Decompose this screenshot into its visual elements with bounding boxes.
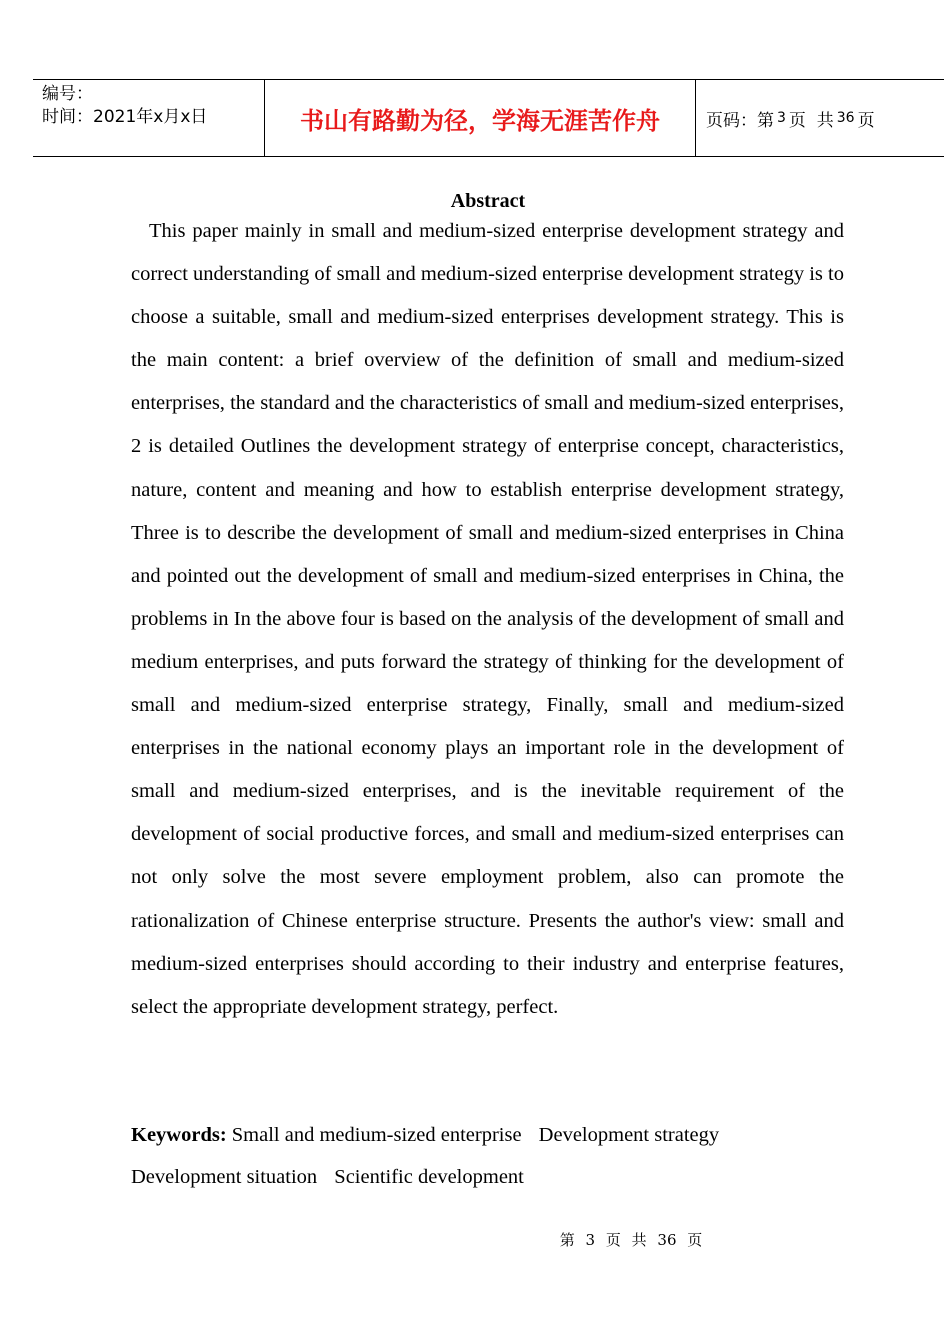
page-current: 3 [777,110,786,126]
footer-ye: 页 [605,1231,621,1249]
abstract-title: Abstract [450,190,526,212]
header-motto: 书山有路勤为径，学海无涯苦作舟 [300,106,660,135]
keywords-section [131,1114,844,1198]
keywords-label: Keywords: [131,1124,227,1146]
page-prefix: 页码：第 [706,110,774,131]
document-time-label: 时间：2021年x月x日 [42,107,208,127]
page-footer [0,1229,950,1250]
footer-gong: 共 [631,1231,647,1249]
footer-page: 3 [585,1231,596,1249]
footer-di: 第 [559,1231,575,1249]
page-mid: 页 共 [788,110,834,131]
header-table [33,79,944,157]
header-info-cell [33,80,265,156]
page-total: 36 [836,110,855,126]
keyword-item: Development strategy [538,1124,720,1146]
keyword-item: Development situation [131,1166,318,1188]
abstract-body: This paper mainly in small and medium-sized enterprise development strategy and correct understanding of small and medium-sized enterprise development strategy is to choose a suitable, small and medium-sized enterprises development strategy. This is the main content: a brief overview of the definition of small and medium-sized enterprises, the standard and the characteristics of small and medium-sized enterprises, 2 is detailed Outlines the development strategy of enterprise concept, characteristics, nature, content and meaning and how to establish enterprise development strategy, Three is to describe the development of small and medium-sized enterprises in China and pointed out the development of small and medium-sized enterprises in China, the problems in In the above four is based on the analysis of the development of small and medium enterprises, and puts forward the strategy of thinking for the development of small and medium-sized enterprise strategy, Finally, small and medium-sized enterprises in the national economy plays an important role in the development of small and medium-sized enterprises, and is the inevitable requirement of the development of social productive forces, and small and medium-sized enterprises can not only solve the most severe employment problem, also can promote the rationalization of Chinese enterprise structure. Presents the author's view: small and medium-sized enterprises should according to their industry and enterprise features, select the appropriate development strategy, perfect. [131,220,844,1018]
keyword-item: Small and medium-sized enterprise [231,1124,522,1146]
header-motto-cell [265,80,696,156]
footer-ye2: 页 [687,1231,703,1249]
document-number-label: 编号： [42,84,93,104]
footer-total: 36 [657,1231,677,1249]
header-page-cell [696,80,944,156]
keyword-item: Scientific development [334,1166,524,1188]
page-suffix: 页 [857,110,875,131]
